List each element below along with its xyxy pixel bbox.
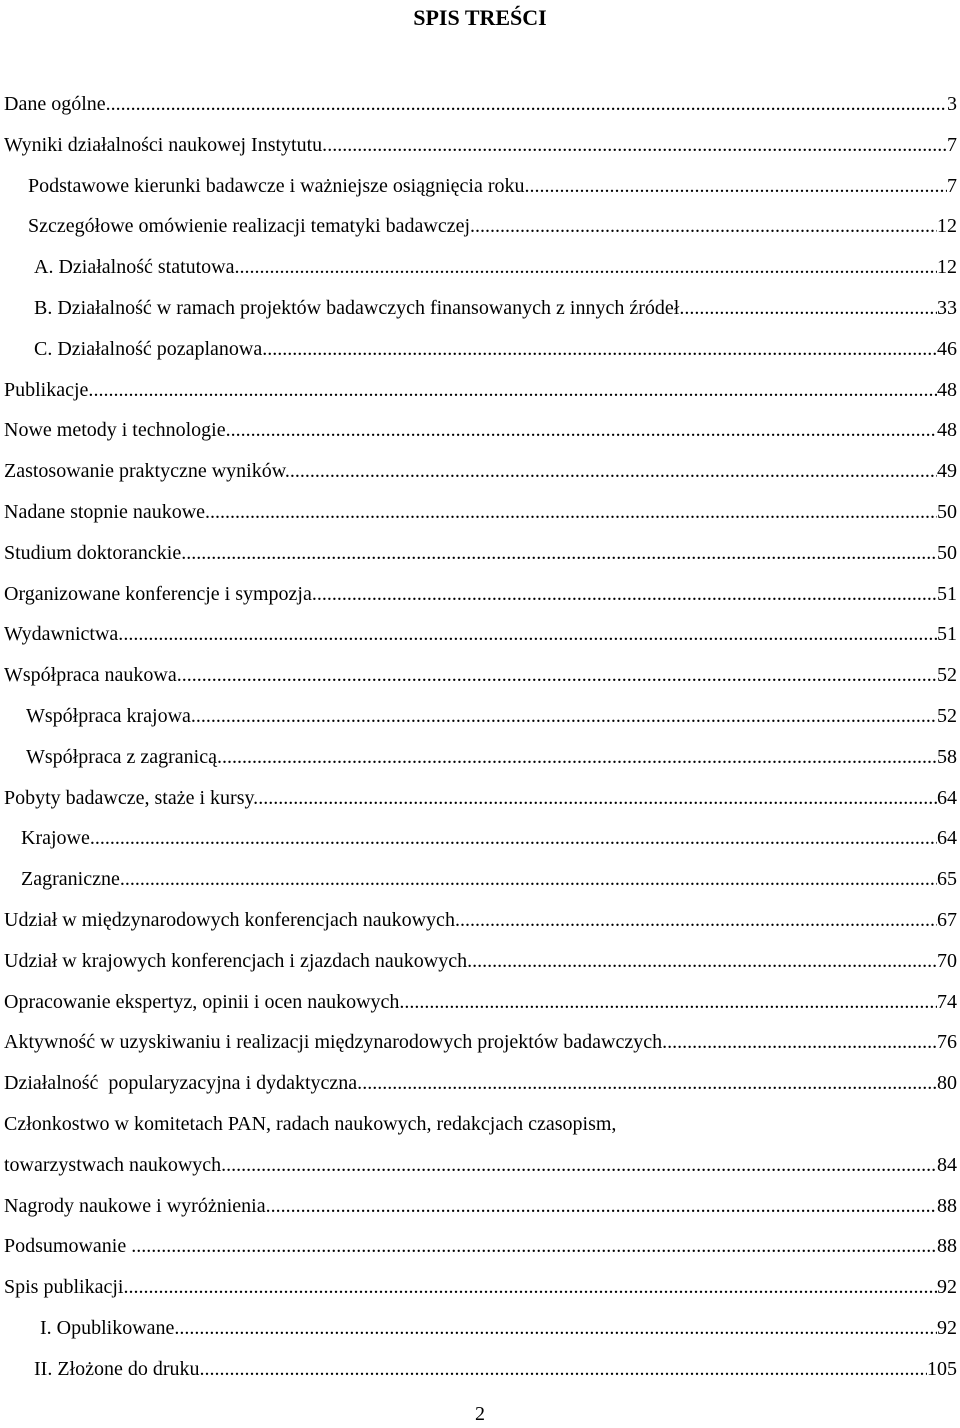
toc-entry-page: 49 bbox=[937, 460, 957, 483]
toc-leader-dots bbox=[182, 655, 937, 696]
toc-leader-dots bbox=[111, 84, 947, 125]
toc-entry-label: Dane ogólne. bbox=[4, 93, 111, 115]
toc-entry-page: 76 bbox=[937, 1031, 957, 1054]
toc-leader-dots bbox=[186, 533, 937, 574]
toc-leader-dots bbox=[196, 696, 937, 737]
toc-entry-page: 80 bbox=[937, 1072, 957, 1095]
toc-entry-page: 84 bbox=[937, 1153, 957, 1176]
toc-entry-label: Wyniki działalności naukowej Instytutu. bbox=[4, 133, 328, 156]
toc-entry-label: Udział w międzynarodowych konferencjach naukowych. bbox=[4, 908, 460, 931]
toc-entry-label: Szczegółowe omówienie realizacji tematyki badawczej. bbox=[28, 215, 476, 238]
toc-entry-label: Publikacje. bbox=[4, 378, 94, 401]
toc-entry[interactable] bbox=[4, 247, 957, 288]
toc-entry-page: 46 bbox=[937, 337, 957, 360]
toc-leader-dots bbox=[327, 125, 947, 166]
toc-entry-label: Studium doktoranckie. bbox=[4, 541, 187, 564]
toc-entry[interactable] bbox=[4, 1349, 957, 1390]
toc-entry-label: Członkostwo w komitetach PAN, radach naukowych, redakcjach czasopism, bbox=[4, 1112, 617, 1135]
toc-entry-page: 51 bbox=[937, 582, 957, 605]
toc-entry-label: Nadane stopnie naukowe. bbox=[4, 500, 211, 523]
toc-entry-label: Podsumowanie . bbox=[4, 1235, 137, 1258]
toc-entry-page: 33 bbox=[937, 296, 957, 319]
toc-leader-dots bbox=[362, 1063, 937, 1104]
toc-leader-dots bbox=[290, 451, 937, 492]
toc-leader-dots bbox=[667, 1022, 937, 1063]
toc-entry-page: 48 bbox=[937, 378, 957, 401]
toc-entry[interactable] bbox=[4, 859, 957, 900]
page-number: 2 bbox=[475, 1403, 485, 1425]
toc-leader-dots bbox=[123, 614, 937, 655]
toc-entry-page: 70 bbox=[937, 949, 957, 972]
toc-entry-label: A. Działalność statutowa. bbox=[34, 256, 240, 279]
toc-leader-dots bbox=[240, 247, 938, 288]
toc-entry-label: Organizowane konferencje i sympozja. bbox=[4, 582, 317, 605]
toc-entry-page: 64 bbox=[937, 827, 957, 850]
toc-entry-page: 50 bbox=[937, 541, 957, 564]
toc-entry[interactable] bbox=[4, 941, 957, 982]
toc-entry-page: 52 bbox=[937, 664, 957, 687]
toc-entry[interactable] bbox=[4, 574, 957, 615]
toc-entry-label: Opracowanie ekspertyz, opinii i ocen naukowych. bbox=[4, 990, 405, 1013]
toc-entry-page: 52 bbox=[937, 704, 957, 727]
toc-entry[interactable] bbox=[4, 900, 957, 941]
toc-entry[interactable] bbox=[4, 1267, 957, 1308]
toc-leader-dots bbox=[258, 778, 937, 819]
toc-entry-label: Współpraca z zagranicą. bbox=[26, 745, 222, 768]
toc-leader-dots bbox=[125, 859, 937, 900]
toc-entry-page: 7 bbox=[947, 133, 957, 156]
toc-leader-dots bbox=[460, 900, 937, 941]
toc-entry[interactable] bbox=[4, 84, 957, 125]
toc-leader-dots bbox=[128, 1267, 937, 1308]
toc-leader-dots bbox=[210, 492, 937, 533]
toc-entry-page: 92 bbox=[937, 1276, 957, 1299]
toc-entry-page: 88 bbox=[937, 1235, 957, 1258]
toc-entry-page: 3 bbox=[947, 93, 957, 115]
toc-entry[interactable] bbox=[4, 1186, 957, 1227]
toc-leader-dots bbox=[267, 329, 937, 370]
toc-entry[interactable] bbox=[4, 655, 957, 696]
toc-entry[interactable] bbox=[4, 125, 957, 166]
toc-entry-label: Współpraca naukowa. bbox=[4, 664, 182, 687]
toc-entry[interactable] bbox=[4, 1226, 957, 1267]
toc-leader-dots bbox=[684, 288, 937, 329]
toc-entry[interactable] bbox=[4, 370, 957, 411]
toc-entry-page: 92 bbox=[937, 1316, 957, 1339]
toc-entry-label: Zagraniczne. bbox=[21, 868, 125, 891]
toc-entry-page: 65 bbox=[937, 868, 957, 891]
toc-leader-dots bbox=[231, 410, 937, 451]
toc-entry-label: Udział w krajowych konferencjach i zjazdach naukowych. bbox=[4, 949, 473, 972]
toc-leader-dots bbox=[472, 941, 937, 982]
toc-entry[interactable] bbox=[4, 982, 957, 1023]
toc-entry[interactable] bbox=[4, 818, 957, 859]
toc-entry[interactable] bbox=[4, 614, 957, 655]
toc-entry[interactable] bbox=[4, 737, 957, 778]
toc-leader-dots bbox=[271, 1186, 937, 1227]
toc-entry[interactable] bbox=[4, 206, 957, 247]
toc-entry[interactable] bbox=[4, 778, 957, 819]
toc-entry[interactable] bbox=[4, 1145, 957, 1186]
toc-leader-dots bbox=[222, 737, 937, 778]
toc-leader-dots bbox=[226, 1145, 937, 1186]
toc-entry-label: Spis publikacji. bbox=[4, 1276, 129, 1299]
toc-entry-page: 50 bbox=[937, 500, 957, 523]
toc-leader-dots bbox=[179, 1308, 937, 1349]
toc-entry-label: Aktywność w uzyskiwaniu i realizacji międzynarodowych projektów badawczych. bbox=[4, 1031, 668, 1054]
toc-entry-page: 64 bbox=[937, 786, 957, 809]
toc-leader-dots bbox=[93, 370, 937, 411]
toc-entry-label: Nagrody naukowe i wyróżnienia. bbox=[4, 1194, 271, 1217]
toc-entry[interactable] bbox=[4, 1308, 957, 1349]
toc-entry[interactable] bbox=[4, 288, 957, 329]
toc-entry-label: towarzystwach naukowych. bbox=[4, 1153, 227, 1176]
toc-entry[interactable] bbox=[4, 329, 957, 370]
toc-entry-page: 48 bbox=[937, 419, 957, 442]
toc-entry-page: 58 bbox=[937, 745, 957, 768]
toc-leader-dots bbox=[136, 1226, 937, 1267]
toc-leader-dots bbox=[529, 166, 947, 207]
toc-entry-page: 12 bbox=[937, 256, 957, 279]
table-of-contents bbox=[4, 84, 957, 1390]
toc-entry-page: 12 bbox=[937, 215, 957, 238]
toc-entry-label: Współpraca krajowa. bbox=[26, 704, 196, 727]
toc-entry[interactable] bbox=[4, 696, 957, 737]
toc-entry[interactable] bbox=[4, 410, 957, 451]
toc-entry-label: II. Złożone do druku. bbox=[34, 1357, 205, 1380]
toc-entry-label: Działalność popularyzacyjna i dydaktyczna. bbox=[4, 1072, 363, 1095]
toc-entry[interactable] bbox=[4, 451, 957, 492]
toc-entry-page: 51 bbox=[937, 623, 957, 646]
toc-entry-page: 74 bbox=[937, 990, 957, 1013]
toc-entry-page: 88 bbox=[937, 1194, 957, 1217]
toc-entry-page: 67 bbox=[937, 908, 957, 931]
toc-leader-dots bbox=[404, 982, 937, 1023]
toc-entry-page: 7 bbox=[947, 174, 957, 197]
toc-leader-dots bbox=[205, 1349, 927, 1390]
toc-entry[interactable] bbox=[4, 1104, 957, 1145]
toc-entry-label: Pobyty badawcze, staże i kursy. bbox=[4, 786, 259, 809]
toc-leader-dots bbox=[475, 206, 937, 247]
toc-entry[interactable] bbox=[4, 1063, 957, 1104]
toc-entry-label: I. Opublikowane. bbox=[40, 1316, 180, 1339]
toc-entry-label: Zastosowanie praktyczne wyników. bbox=[4, 460, 290, 483]
toc-entry[interactable] bbox=[4, 166, 957, 207]
toc-leader-dots bbox=[317, 574, 937, 615]
toc-entry-label: Krajowe. bbox=[21, 827, 95, 850]
page-title: SPIS TREŚCI bbox=[413, 5, 547, 30]
toc-entry[interactable] bbox=[4, 492, 957, 533]
toc-entry-label: B. Działalność w ramach projektów badawczych finansowanych z innych źródeł. bbox=[34, 296, 685, 319]
toc-entry-page: 105 bbox=[927, 1357, 957, 1380]
toc-leader-dots bbox=[95, 818, 937, 859]
toc-entry[interactable] bbox=[4, 533, 957, 574]
toc-entry-label: Wydawnictwa. bbox=[4, 623, 124, 646]
toc-entry[interactable] bbox=[4, 1022, 957, 1063]
toc-entry-label: Nowe metody i technologie. bbox=[4, 419, 231, 442]
toc-entry-label: Podstawowe kierunki badawcze i ważniejsze osiągnięcia roku. bbox=[28, 174, 530, 197]
toc-entry-label: C. Działalność pozaplanowa. bbox=[34, 337, 268, 360]
